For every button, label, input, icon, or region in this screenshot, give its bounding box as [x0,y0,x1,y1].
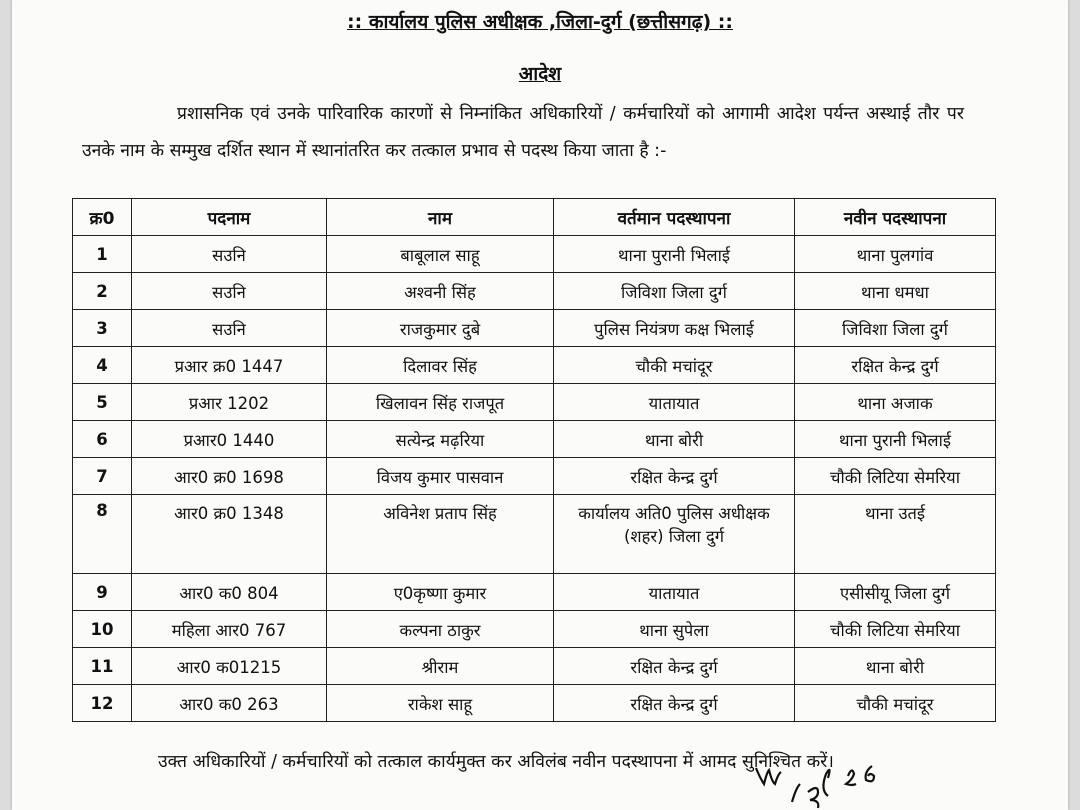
cell-new-posting: थाना पुरानी भिलाई [795,421,996,458]
cell-rank: आर0 क01215 [132,648,327,685]
cell-rank: सउनि [132,236,327,273]
cell-name: खिलावन सिंह राजपूत [327,384,554,421]
table-row [73,384,996,421]
cell-name: सत्येन्द्र मढ़रिया [327,421,554,458]
cell-new-posting: थाना धमधा [795,273,996,310]
cell-new-posting: चौकी लिटिया सेमरिया [795,611,996,648]
cell-rank: आर0 क्र0 1698 [132,458,327,495]
cell-rank: सउनि [132,310,327,347]
table-header-row [73,199,996,236]
cell-current-posting: रक्षित केन्द्र दुर्ग [554,648,795,685]
cell-rank: प्रआर 1202 [132,384,327,421]
table-row [73,236,996,273]
cell-sn: 5 [73,384,132,421]
cell-rank: आर0 क0 263 [132,685,327,722]
cell-current-posting: पुलिस नियंत्रण कक्ष भिलाई [554,310,795,347]
table-row [73,495,996,574]
table-row [73,347,996,384]
cell-sn: 11 [73,648,132,685]
cell-current-posting: यातायात [554,574,795,611]
office-heading: :: कार्यालय पुलिस अधीक्षक ,जिला-दुर्ग (छत्तीसगढ़) :: [347,11,733,33]
cell-new-posting: रक्षित केन्द्र दुर्ग [795,347,996,384]
cell-rank: प्रआर क्र0 1447 [132,347,327,384]
col-header-sn: क्र0 [73,199,132,236]
table-row [73,574,996,611]
cell-sn: 6 [73,421,132,458]
cell-name: विजय कुमार पासवान [327,458,554,495]
cell-name: अविनेश प्रताप सिंह [327,495,554,574]
cell-rank: आर0 क्र0 1348 [132,495,327,574]
cell-current-posting: थाना बोरी [554,421,795,458]
cell-name: श्रीराम [327,648,554,685]
cell-name: राजकुमार दुबे [327,310,554,347]
cell-name: दिलावर सिंह [327,347,554,384]
cell-rank: सउनि [132,273,327,310]
cell-sn: 12 [73,685,132,722]
cell-new-posting: थाना बोरी [795,648,996,685]
cell-name: ए0कृष्णा कुमार [327,574,554,611]
cell-new-posting: चौकी मचांदूर [795,685,996,722]
cell-current-posting: कार्यालय अति0 पुलिस अधीक्षक (शहर) जिला दुर्ग [554,495,795,574]
order-document [12,0,1068,810]
transfer-table [72,198,996,722]
cell-current-posting: रक्षित केन्द्र दुर्ग [554,685,795,722]
handwritten-signature [752,758,912,810]
table-row [73,273,996,310]
cell-new-posting: थाना पुलगांव [795,236,996,273]
cell-rank: आर0 क0 804 [132,574,327,611]
cell-current-posting: जिविशा जिला दुर्ग [554,273,795,310]
intro-paragraph [82,96,964,170]
cell-name: राकेश साहू [327,685,554,722]
cell-current-posting: थाना पुरानी भिलाई [554,236,795,273]
col-header-new: नवीन पदस्थापना [795,199,996,236]
cell-new-posting: एसीसीयू जिला दुर्ग [795,574,996,611]
cell-sn: 9 [73,574,132,611]
intro-text: प्रशासनिक एवं उनके पारिवारिक कारणों से निम्नांकित अधिकारियों / कर्मचारियों को आगामी आदेश पर्यन्त अस्थाई तौर पर उनके नाम के सम्मुख दर्शित स्थान में स्थानांतरित कर तत्काल प्रभाव से पदस्थ किया जाता है :- [82,104,964,161]
cell-new-posting: चौकी लिटिया सेमरिया [795,458,996,495]
cell-sn: 3 [73,310,132,347]
cell-current-posting: यातायात [554,384,795,421]
cell-sn: 2 [73,273,132,310]
cell-current-posting: रक्षित केन्द्र दुर्ग [554,458,795,495]
col-header-current: वर्तमान पदस्थापना [554,199,795,236]
table-row [73,648,996,685]
cell-rank: प्रआर0 1440 [132,421,327,458]
cell-current-posting: थाना सुपेला [554,611,795,648]
footer-text: उक्त अधिकारियों / कर्मचारियों को तत्काल कार्यमुक्त कर अविलंब नवीन पदस्थापना में आमद सुनिश्चित करें। [158,752,834,772]
cell-name: कल्पना ठाकुर [327,611,554,648]
table-row [73,611,996,648]
cell-new-posting: जिविशा जिला दुर्ग [795,310,996,347]
cell-sn: 4 [73,347,132,384]
table-row [73,685,996,722]
table-row [73,458,996,495]
cell-new-posting: थाना अजाक [795,384,996,421]
cell-current-posting: चौकी मचांदूर [554,347,795,384]
cell-sn: 1 [73,236,132,273]
col-header-rank: पदनाम [132,199,327,236]
cell-rank: महिला आर0 767 [132,611,327,648]
cell-name: अश्वनी सिंह [327,273,554,310]
cell-sn: 8 [73,495,132,574]
table-row [73,421,996,458]
order-title: आदेश [518,63,562,85]
cell-new-posting: थाना उतई [795,495,996,574]
cell-sn: 7 [73,458,132,495]
table-row [73,310,996,347]
cell-name: बाबूलाल साहू [327,236,554,273]
col-header-name: नाम [327,199,554,236]
cell-sn: 10 [73,611,132,648]
